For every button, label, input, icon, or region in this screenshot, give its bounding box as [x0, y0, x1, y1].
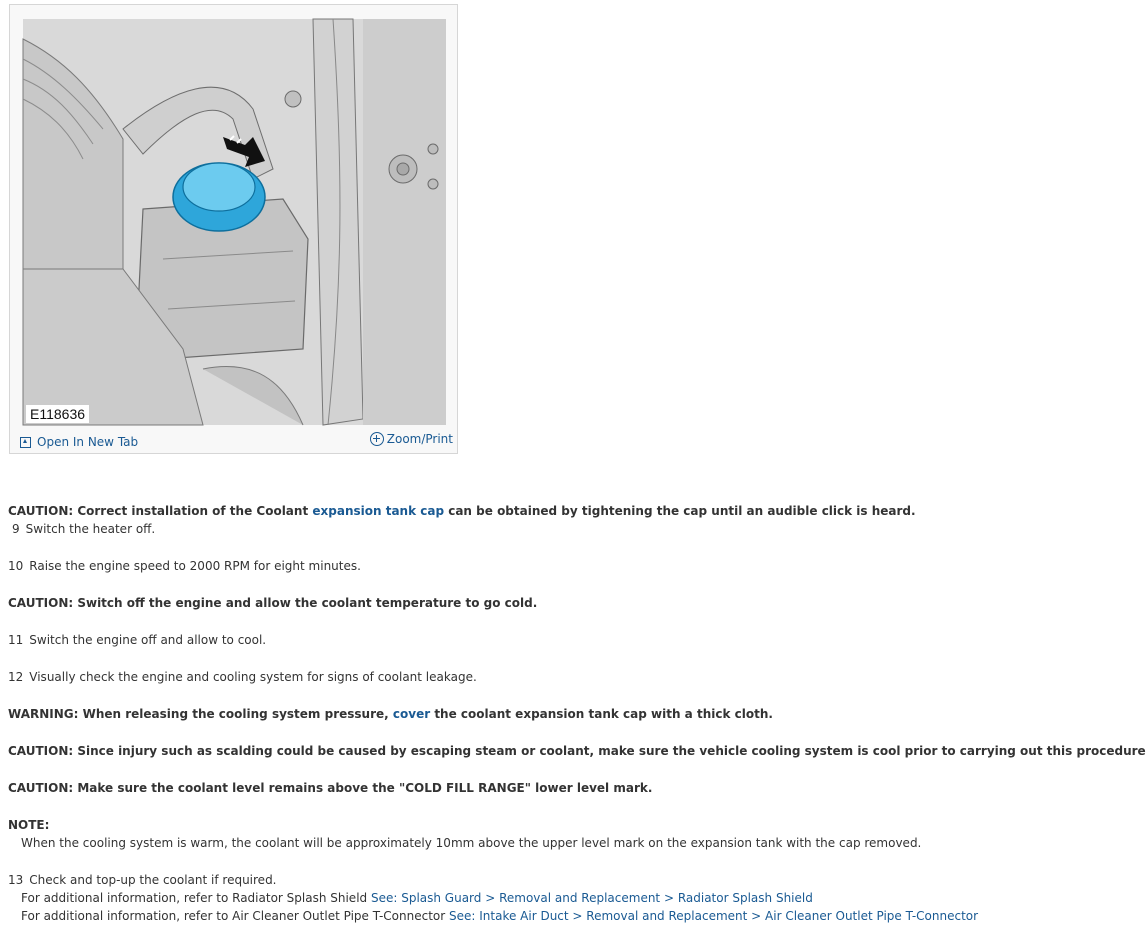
splash-guard-link[interactable]: See: Splash Guard > Removal and Replacement > Radiator Splash Shield — [370, 891, 813, 905]
reference-text: For additional information, refer to Air Cleaner Outlet Pipe T-Connector — [21, 909, 449, 923]
cover-link[interactable]: cover — [392, 707, 431, 721]
zoom-print-link[interactable] — [370, 432, 453, 446]
figure-footer — [10, 431, 457, 453]
step-number: 9 — [12, 522, 20, 536]
step-number: 13 — [8, 873, 24, 887]
reference-splash-shield — [8, 889, 943, 907]
intake-air-duct-link[interactable]: See: Intake Air Duct > Removal and Replacement > Air Cleaner Outlet Pipe T-Connector — [449, 909, 979, 923]
figure-card — [9, 4, 458, 454]
step-13 — [8, 871, 943, 889]
warning-pressure — [8, 705, 943, 723]
step-text: Visually check the engine and cooling system for signs of coolant leakage. — [29, 670, 477, 684]
step-text: Switch the heater off. — [25, 522, 156, 536]
reference-text: For additional information, refer to Radiator Splash Shield — [21, 891, 371, 905]
step-text: Raise the engine speed to 2000 RPM for eight minutes. — [29, 559, 361, 573]
step-9 — [8, 520, 943, 538]
reference-air-cleaner — [8, 907, 979, 925]
figure-id-label: E118636 — [26, 405, 89, 423]
open-external-icon — [20, 437, 31, 448]
note-label: NOTE: — [8, 818, 50, 832]
step-number: 11 — [8, 633, 24, 647]
open-in-new-tab-label: Open In New Tab — [37, 435, 139, 449]
step-text: Switch the engine off and allow to cool. — [29, 633, 267, 647]
caution-scalding: CAUTION: Since injury such as scalding could be caused by escaping steam or coolant, make sure the vehicle cooling system is cool prior to carrying out this procedure — [8, 744, 1146, 758]
caution-cap-installation — [8, 502, 943, 520]
caution-text: CAUTION: Correct installation of the Coolant — [8, 504, 313, 518]
circle-plus-icon — [370, 432, 384, 446]
expansion-tank-cap-link[interactable]: expansion tank cap — [312, 504, 445, 518]
procedure-content — [8, 502, 1146, 925]
step-11 — [8, 631, 943, 649]
engine-bay-illustration[interactable] — [23, 19, 446, 425]
step-text: Check and top-up the coolant if required. — [29, 873, 277, 887]
step-12 — [8, 668, 943, 686]
step-number: 10 — [8, 559, 24, 573]
note-text: When the cooling system is warm, the coolant will be approximately 10mm above the upper level mark on the expansion tank with the cap removed. — [21, 836, 922, 850]
caution-cool-down: CAUTION: Switch off the engine and allow the coolant temperature to go cold. — [8, 596, 538, 610]
zoom-print-label: Zoom/Print — [386, 432, 453, 446]
step-10 — [8, 557, 943, 575]
step-number: 12 — [8, 670, 24, 684]
caution-text-end: can be obtained by tightening the cap until an audible click is heard. — [444, 504, 916, 518]
warning-text-end: the coolant expansion tank cap with a thick cloth. — [430, 707, 773, 721]
warning-text: WARNING: When releasing the cooling system pressure, — [8, 707, 393, 721]
caution-cold-fill: CAUTION: Make sure the coolant level remains above the "COLD FILL RANGE" lower level mark. — [8, 781, 653, 795]
open-in-new-tab-link[interactable] — [20, 435, 138, 449]
